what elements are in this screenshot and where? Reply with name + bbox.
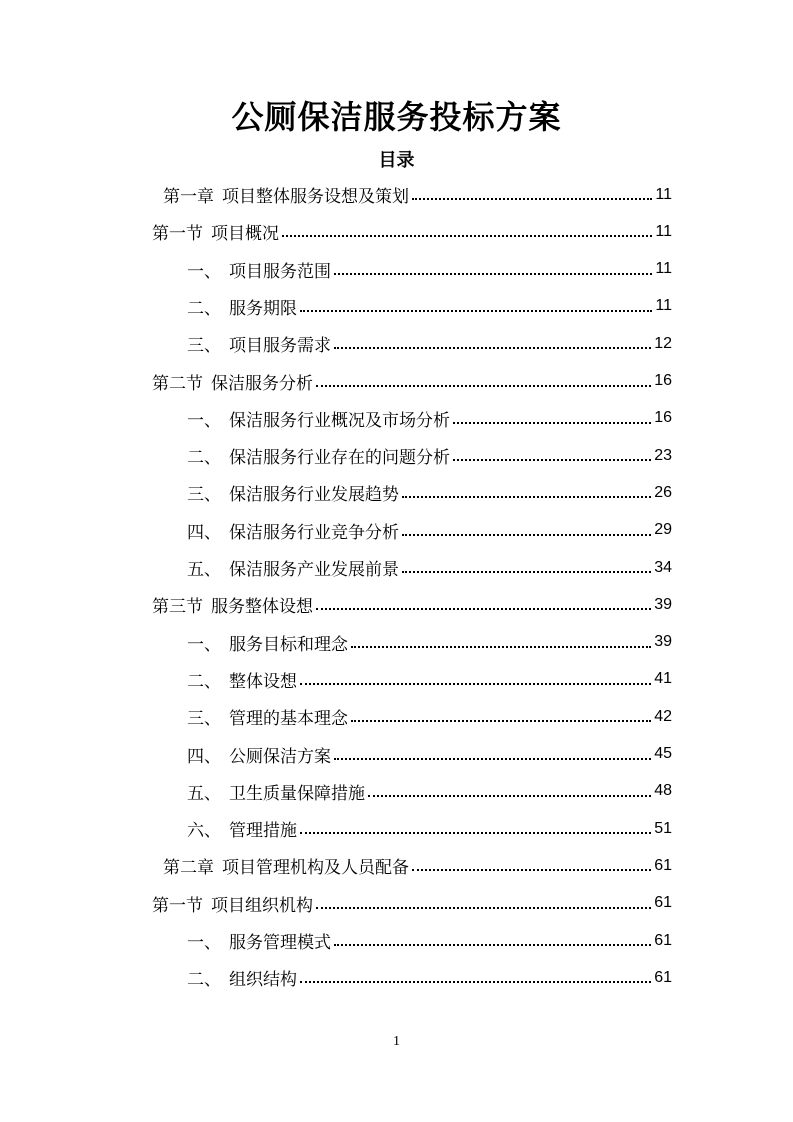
toc-entry-text: 保洁服务行业概况及市场分析	[229, 410, 450, 431]
toc-entry-number: 一、	[187, 933, 221, 953]
toc-entry-page: 51	[654, 819, 672, 837]
toc-entry-number: 第二章	[163, 858, 214, 879]
toc-entry-page: 39	[654, 595, 672, 613]
dot-leader	[300, 309, 652, 312]
toc-entry-page: 61	[654, 894, 672, 912]
dot-leader	[316, 384, 651, 387]
toc-entry-number: 四、	[187, 746, 221, 767]
toc-entry[interactable]	[187, 512, 672, 549]
toc-entry[interactable]	[187, 959, 672, 996]
toc-entry-text: 服务期限	[229, 298, 297, 319]
toc-entry-number: 二、	[187, 671, 221, 692]
toc-entry[interactable]	[152, 363, 672, 400]
toc-entry-page: 41	[654, 670, 672, 688]
toc-entry-label	[187, 704, 350, 729]
toc-entry-label	[187, 406, 452, 431]
toc-entry-number: 四、	[187, 522, 221, 543]
dot-leader	[334, 272, 652, 275]
toc-entry[interactable]	[187, 698, 672, 735]
toc-entry-number: 三、	[187, 336, 221, 357]
toc-entry[interactable]	[187, 437, 672, 474]
toc-entry-label	[152, 369, 315, 394]
toc-entry-page: 16	[654, 409, 672, 427]
toc-entry-page: 23	[654, 446, 672, 464]
dot-leader	[282, 234, 652, 237]
dot-leader	[368, 794, 651, 797]
toc-entry-label	[187, 779, 367, 804]
dot-leader	[334, 346, 651, 349]
toc-entry-text: 整体设想	[229, 671, 297, 692]
toc-entry[interactable]	[152, 586, 672, 623]
toc-entry-page: 11	[655, 222, 672, 240]
toc-entry-label	[152, 891, 315, 916]
toc-entry[interactable]	[187, 288, 672, 325]
toc-entry[interactable]	[187, 400, 672, 437]
toc-entry[interactable]	[187, 474, 672, 511]
toc-entry-number: 一、	[187, 410, 221, 431]
toc-entry-page: 39	[654, 633, 672, 651]
toc-entry-number: 五、	[187, 560, 221, 580]
toc-entry-page: 16	[654, 372, 672, 389]
toc-entry-page: 11	[655, 297, 672, 315]
toc-entry-text: 组织结构	[229, 970, 297, 991]
toc-entry-page: 11	[655, 260, 672, 278]
toc-entry-number: 第一节	[152, 895, 203, 916]
toc-entry-number: 第二节	[152, 373, 203, 394]
toc-entry-label	[163, 182, 411, 207]
toc-entry[interactable]	[187, 549, 672, 586]
dot-leader	[316, 906, 651, 909]
toc-entry-text: 项目整体服务设想及策划	[222, 187, 409, 207]
toc-entry-label	[187, 928, 333, 953]
dot-leader	[334, 757, 651, 760]
toc-entry-text: 卫生质量保障措施	[229, 783, 365, 804]
toc-entry-label	[163, 853, 411, 878]
toc-entry-text: 项目组织机构	[211, 895, 313, 916]
toc-entry-page: 26	[654, 483, 672, 501]
toc-entry-label	[187, 965, 299, 990]
toc-entry-number: 三、	[187, 709, 221, 730]
toc-entry-text: 保洁服务行业竞争分析	[229, 522, 399, 543]
toc-entry-number: 第一节	[152, 224, 203, 245]
toc-entry-label	[187, 443, 452, 468]
toc-entry-label	[187, 257, 333, 282]
toc-entry-page: 45	[654, 745, 672, 762]
toc-entry[interactable]	[187, 736, 672, 773]
toc-entry-page: 29	[654, 521, 672, 539]
dot-leader	[300, 831, 651, 834]
toc-entry-label	[187, 331, 333, 356]
dot-leader	[300, 980, 651, 983]
dot-leader	[316, 607, 651, 610]
dot-leader	[412, 868, 651, 871]
toc-entry-number: 二、	[187, 448, 221, 469]
toc-entry[interactable]	[187, 251, 672, 288]
toc-entry[interactable]	[152, 885, 672, 922]
toc-entry-label	[187, 294, 299, 319]
toc-entry-number: 二、	[187, 970, 221, 991]
toc-entry-number: 一、	[187, 634, 221, 655]
toc-entry-label	[187, 518, 401, 543]
toc-entry-page: 61	[654, 931, 672, 949]
toc-entry[interactable]	[187, 661, 672, 698]
toc-entry[interactable]	[163, 847, 672, 884]
toc-entry-number: 六、	[187, 821, 221, 842]
toc-entry-page: 61	[654, 968, 672, 986]
dot-leader	[453, 421, 651, 424]
toc-entry-number: 第三节	[152, 597, 203, 618]
toc-entry[interactable]	[187, 624, 672, 661]
toc-entry-text: 管理措施	[229, 821, 297, 842]
toc-entry-label	[187, 555, 401, 580]
toc-entry-label	[152, 592, 315, 617]
toc-entry[interactable]	[152, 213, 672, 250]
toc-entry-text: 保洁服务行业存在的问题分析	[229, 448, 450, 469]
toc-entry-text: 保洁服务产业发展前景	[229, 560, 399, 580]
toc-entry-page: 61	[654, 856, 672, 874]
toc-entry-label	[187, 480, 401, 505]
toc-entry-text: 项目概况	[211, 224, 279, 245]
toc-entry-text: 项目服务需求	[229, 336, 331, 357]
dot-leader	[334, 943, 651, 946]
toc-entry-text: 管理的基本理念	[229, 709, 348, 730]
toc-entry-number: 五、	[187, 783, 221, 804]
toc-entry-text: 项目管理机构及人员配备	[222, 858, 409, 879]
toc-entry-page: 48	[654, 782, 672, 800]
toc-entry-page: 34	[654, 558, 672, 576]
toc-entry-text: 保洁服务行业发展趋势	[229, 485, 399, 506]
dot-leader	[351, 719, 651, 722]
dot-leader	[351, 645, 651, 648]
toc-entry-label	[187, 667, 299, 692]
toc-entry-page: 12	[654, 334, 672, 352]
toc-entry[interactable]	[187, 773, 672, 810]
dot-leader	[412, 197, 652, 200]
toc-entry-text: 服务管理模式	[229, 933, 331, 953]
toc-entry-text: 保洁服务分析	[211, 373, 313, 394]
toc-entry[interactable]	[163, 176, 672, 213]
toc-heading: 目录	[378, 150, 415, 171]
page-number: 1	[393, 1034, 400, 1049]
toc-entry-text: 公厕保洁方案	[229, 746, 331, 767]
dot-leader	[402, 495, 651, 498]
toc-entry-page: 42	[654, 707, 672, 725]
toc-entry-number: 二、	[187, 298, 221, 319]
dot-leader	[453, 458, 651, 461]
toc-entry[interactable]	[187, 810, 672, 847]
toc-entry-number: 三、	[187, 485, 221, 506]
dot-leader	[402, 533, 651, 536]
toc-entry-page: 11	[655, 185, 672, 203]
toc-entry-text: 服务目标和理念	[229, 634, 348, 655]
toc-entry-label	[187, 742, 333, 767]
document-title: 公厕保洁服务投标方案	[231, 98, 562, 136]
toc-entry-text: 项目服务范围	[229, 261, 331, 282]
toc-entry-text: 服务整体设想	[211, 597, 313, 618]
toc-entry-label	[187, 630, 350, 655]
toc-entry-number: 一、	[187, 261, 221, 282]
toc-entry-label	[187, 816, 299, 841]
dot-leader	[300, 682, 651, 685]
toc-entry[interactable]	[187, 325, 672, 362]
dot-leader	[402, 570, 651, 573]
toc-entry-number: 第一章	[163, 187, 214, 207]
toc-entry[interactable]	[187, 922, 672, 959]
toc-entry-label	[152, 219, 281, 244]
